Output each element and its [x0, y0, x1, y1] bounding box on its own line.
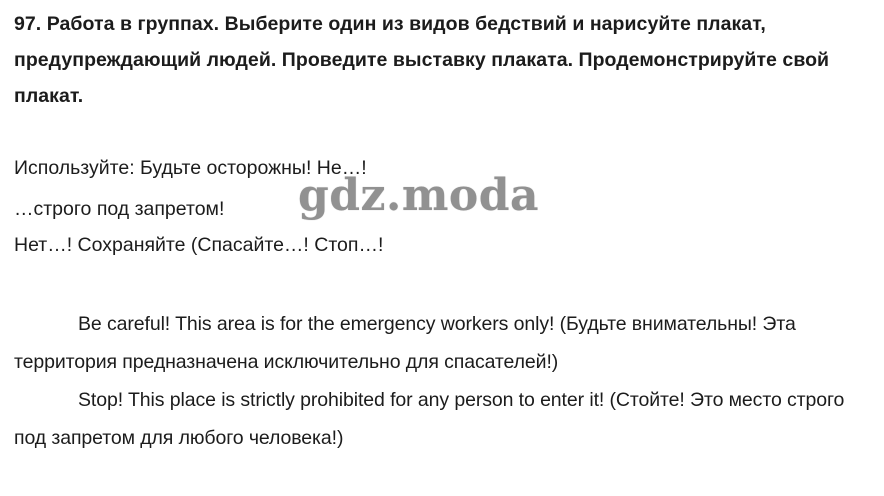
watermark: gdz.moda	[298, 170, 540, 221]
answer-line-1: Используйте: Будьте осторожны! Не…!	[14, 157, 367, 179]
answer-paragraph-1: Be careful! This area is for the emergency workers only! (Будьте внимательны! Эта территория предназначена исключительно для спасателей!)	[14, 313, 796, 373]
task-heading: 97. Работа в группах. Выберите один из видов бедствий и нарисуйте плакат, предупреждающий людей. Проведите выставку плаката. Продемонстрируйте свой плакат.	[14, 13, 830, 107]
answer-paragraph-2: Stop! This place is strictly prohibited for any person to enter it! (Стойте! Это место строго под запретом для любого человека!)	[14, 389, 845, 449]
answer-line-3: Нет…! Сохраняйте (Спасайте…! Стоп…!	[14, 234, 384, 256]
answer-line-2: …строго под запретом!	[14, 198, 225, 220]
